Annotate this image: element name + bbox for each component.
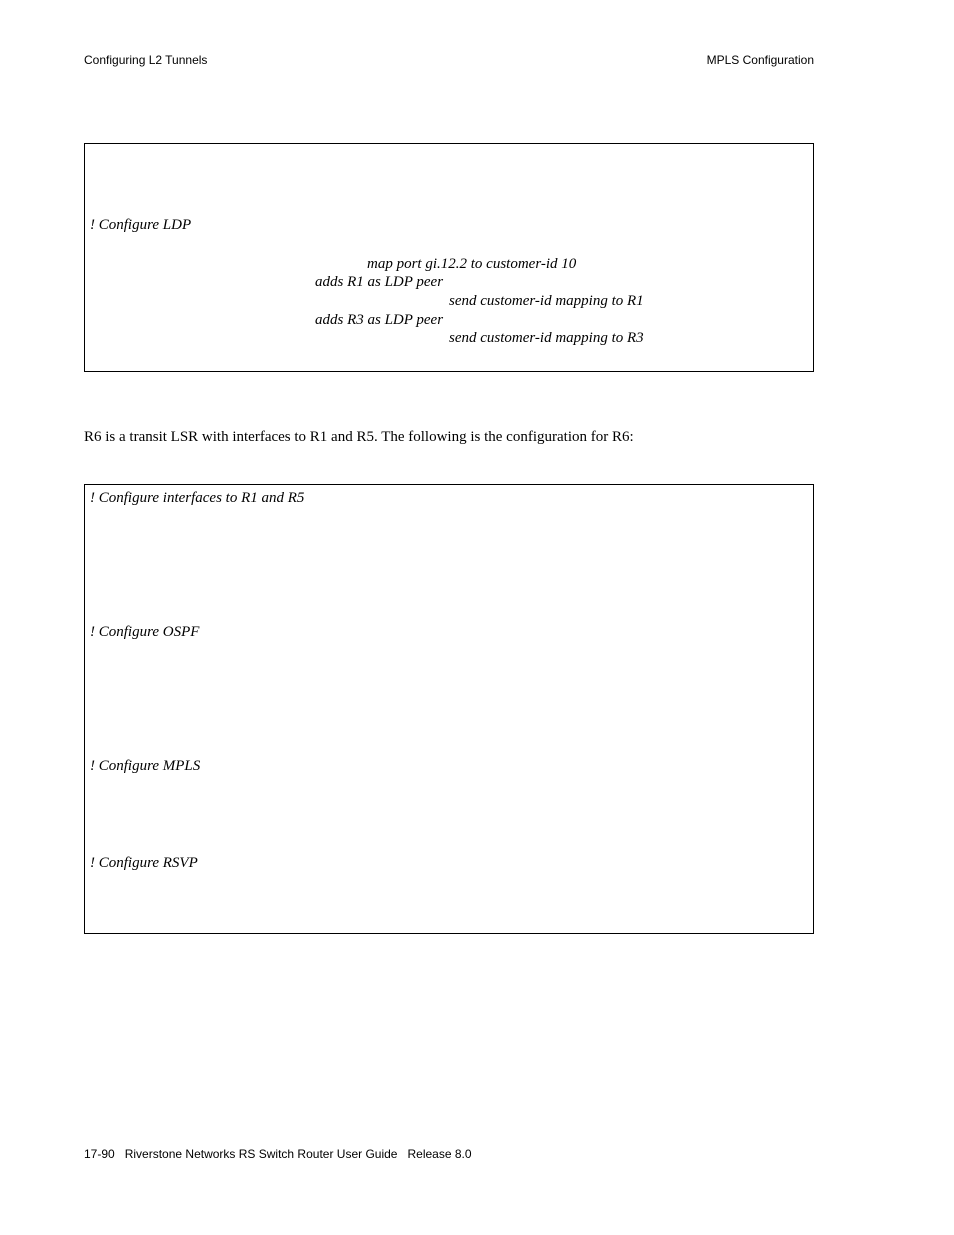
comment-configure-rsvp: ! Configure RSVP	[90, 855, 198, 871]
comment-configure-interfaces: ! Configure interfaces to R1 and R5	[90, 490, 305, 506]
comment-map-port: map port gi.12.2 to customer-id 10	[367, 256, 577, 272]
body-paragraph: R6 is a transit LSR with interfaces to R1 and R5. The following is the configuration for R6:	[84, 429, 634, 445]
comment-configure-ospf: ! Configure OSPF	[90, 624, 200, 640]
comment-send-r3: send customer-id mapping to R3	[449, 330, 644, 346]
comment-configure-mpls: ! Configure MPLS	[90, 758, 201, 774]
comment-send-r1: send customer-id mapping to R1	[449, 293, 644, 309]
config-box-ldp	[84, 143, 814, 372]
comment-configure-ldp: ! Configure LDP	[90, 217, 192, 233]
running-footer	[84, 1147, 472, 1161]
running-header-left: Configuring L2 Tunnels	[84, 53, 208, 67]
running-header-right: MPLS Configuration	[706, 53, 814, 67]
footer-title: Riverstone Networks RS Switch Router User Guide	[124, 1147, 398, 1161]
footer-release: Release 8.0	[407, 1147, 472, 1161]
comment-adds-r3: adds R3 as LDP peer	[315, 312, 444, 328]
comment-adds-r1: adds R1 as LDP peer	[315, 274, 444, 290]
footer-page-number: 17-90	[84, 1147, 115, 1161]
config-box-r6	[84, 484, 814, 934]
